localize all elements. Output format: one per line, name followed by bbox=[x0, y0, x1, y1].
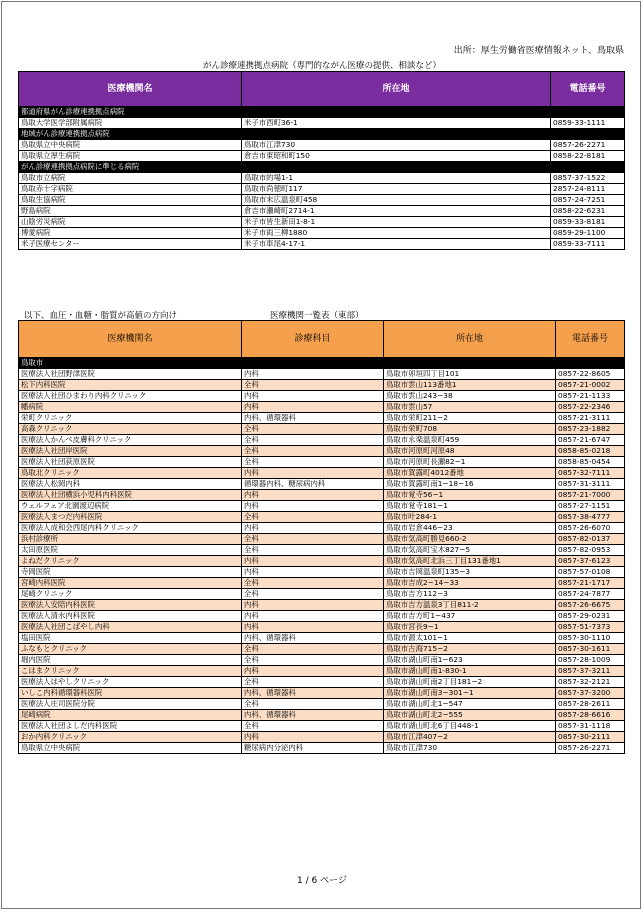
table-cell: 0857-51-7373 bbox=[556, 622, 625, 633]
table-cell: 0857-30-1110 bbox=[556, 633, 625, 644]
table-header-row bbox=[19, 72, 625, 107]
table-cell: 鳥取市湖山町南3−301−1 bbox=[384, 688, 556, 699]
table-cell: 内科 bbox=[242, 556, 384, 567]
table-cell: 鳥取市気高町勝見660-2 bbox=[384, 534, 556, 545]
table-cell: 鳥取市宮長9−1 bbox=[384, 622, 556, 633]
table-cell: 鳥取市湖山町北1−547 bbox=[384, 699, 556, 710]
section-row bbox=[19, 358, 625, 369]
table-cell: 鳥取市河原町河原48 bbox=[384, 446, 556, 457]
table-cell: 内科 bbox=[242, 391, 384, 402]
section-row bbox=[19, 107, 625, 118]
section-label: 鳥取市 bbox=[19, 358, 625, 369]
table-cell: 0857-31-3111 bbox=[556, 479, 625, 490]
table-row bbox=[19, 512, 625, 523]
table-cell: 鳥取市気高町宝木827−5 bbox=[384, 545, 556, 556]
table-cell: 鳥取市雲山243−38 bbox=[384, 391, 556, 402]
table-cell: 高森クリニック bbox=[19, 424, 242, 435]
table-cell: 鳥取市湖山町北6丁目448-1 bbox=[384, 721, 556, 732]
table-cell: 鳥取県立厚生病院 bbox=[19, 151, 242, 162]
table1-title: がん診療連携拠点病院（専門的ながん医療の提供、相談など） bbox=[202, 61, 441, 71]
table-cell: 鳥取市河原町長瀬82−1 bbox=[384, 457, 556, 468]
table-cell: 鳥取市賀露町南1−18−16 bbox=[384, 479, 556, 490]
table-cell: 0857-32-2121 bbox=[556, 677, 625, 688]
table-cell: 全科 bbox=[242, 512, 384, 523]
section-row bbox=[19, 129, 625, 140]
table-cell: 内科 bbox=[242, 468, 384, 479]
cancer-hospital-table bbox=[18, 71, 625, 250]
table-row bbox=[19, 228, 625, 239]
table-cell: 鳥取市吉方112−3 bbox=[384, 589, 556, 600]
table-row bbox=[19, 523, 625, 534]
table-cell: 宮崎内科医院 bbox=[19, 578, 242, 589]
table-cell: 0857-26-2271 bbox=[551, 140, 625, 151]
table-row bbox=[19, 589, 625, 600]
table-row bbox=[19, 413, 625, 424]
table-cell: 0857-21-1133 bbox=[556, 391, 625, 402]
table-cell: 浜村診療所 bbox=[19, 534, 242, 545]
table-cell: 全科 bbox=[242, 424, 384, 435]
table-cell: 内科 bbox=[242, 369, 384, 380]
page-number: 1 / 6 ページ bbox=[297, 876, 347, 886]
table-row bbox=[19, 556, 625, 567]
table-row bbox=[19, 206, 625, 217]
table-cell: 鳥取市江津730 bbox=[242, 140, 551, 151]
table-cell: 全科 bbox=[242, 578, 384, 589]
table-cell: 鳥取市栄町211−2 bbox=[384, 413, 556, 424]
table-cell: 鳥取市湖山町南2丁目181−2 bbox=[384, 677, 556, 688]
table-cell: 栄町クリニック bbox=[19, 413, 242, 424]
table-cell: 鳥取市覚寺181−1 bbox=[384, 501, 556, 512]
table-row bbox=[19, 446, 625, 457]
table-row bbox=[19, 369, 625, 380]
table-cell: 医療法人社団荻原医院 bbox=[19, 457, 242, 468]
table-cell: 鳥取市雲山113番地1 bbox=[384, 380, 556, 391]
table-cell: 寺岡医院 bbox=[19, 567, 242, 578]
table-cell: 内科 bbox=[242, 402, 384, 413]
section-row bbox=[19, 162, 625, 173]
table-row bbox=[19, 217, 625, 228]
table-cell: 鳥取市卯垣四丁目101 bbox=[384, 369, 556, 380]
table-cell: 鳥取市古海715−2 bbox=[384, 644, 556, 655]
table-row bbox=[19, 688, 625, 699]
table-cell: 全科 bbox=[242, 534, 384, 545]
table-row bbox=[19, 195, 625, 206]
column-header-phone: 電話番号 bbox=[551, 72, 625, 107]
table-cell: 内科 bbox=[242, 600, 384, 611]
column-header-phone: 電話番号 bbox=[556, 321, 625, 358]
table-cell: 医療法人社団岸医院 bbox=[19, 446, 242, 457]
table-cell: 0859-33-1111 bbox=[551, 118, 625, 129]
table-cell: 鳥取市覚寺56−1 bbox=[384, 490, 556, 501]
table-cell: よねだクリニック bbox=[19, 556, 242, 567]
table2-caption-left: 以下、血圧・血糖・脂質が高値の方向け bbox=[24, 311, 178, 321]
table-cell: 鳥取市末広温泉町458 bbox=[242, 195, 551, 206]
table-cell: 医療法人社団よしだ内科医院 bbox=[19, 721, 242, 732]
table-cell: 全科 bbox=[242, 677, 384, 688]
table-row bbox=[19, 655, 625, 666]
table-row bbox=[19, 567, 625, 578]
table-cell: 内科、循環器科 bbox=[242, 633, 384, 644]
table-cell: ウェルフェア北園渡辺病院 bbox=[19, 501, 242, 512]
table-cell: 鳥取北クリニック bbox=[19, 468, 242, 479]
table-cell: 0857-22-8605 bbox=[556, 369, 625, 380]
table-cell: 山陰労災病院 bbox=[19, 217, 242, 228]
table-cell: 米子市車尾4-17-1 bbox=[242, 239, 551, 250]
table-cell: 全科 bbox=[242, 446, 384, 457]
table-cell: 0857-21-6747 bbox=[556, 435, 625, 446]
table-cell: 0857-37-1522 bbox=[551, 173, 625, 184]
table-cell: 全科 bbox=[242, 435, 384, 446]
column-header-address: 所在地 bbox=[384, 321, 556, 358]
table-row bbox=[19, 402, 625, 413]
table-cell: 医療法人松岡内科 bbox=[19, 479, 242, 490]
table-row bbox=[19, 479, 625, 490]
table-cell: 尾崎クリニック bbox=[19, 589, 242, 600]
table-cell: 鳥取市源太101−1 bbox=[384, 633, 556, 644]
table-cell: 医療法人社団ひまわり内科クリニック bbox=[19, 391, 242, 402]
table-cell: 米子市両三柳1880 bbox=[242, 228, 551, 239]
table-cell: 内科 bbox=[242, 523, 384, 534]
table-cell: 鳥取市尚徳町117 bbox=[242, 184, 551, 195]
table-cell: 内科 bbox=[242, 567, 384, 578]
table-cell: 0857-27-1151 bbox=[556, 501, 625, 512]
table-cell: 鳥取赤十字病院 bbox=[19, 184, 242, 195]
table-cell: 内科 bbox=[242, 490, 384, 501]
table-row bbox=[19, 435, 625, 446]
table-cell: 0857-57-0108 bbox=[556, 567, 625, 578]
table-row bbox=[19, 666, 625, 677]
table-row bbox=[19, 424, 625, 435]
table2-caption-right: 医療機関一覧表（東部） bbox=[270, 311, 364, 321]
table-cell: 全科 bbox=[242, 589, 384, 600]
table-cell: 2857-24-8111 bbox=[551, 184, 625, 195]
table-cell: 0859-33-7111 bbox=[551, 239, 625, 250]
table-cell: 0857-38-4777 bbox=[556, 512, 625, 523]
table-cell: 0857-21-1717 bbox=[556, 578, 625, 589]
table-cell: いしこ内科循環器科医院 bbox=[19, 688, 242, 699]
table-row bbox=[19, 677, 625, 688]
table-cell: 鳥取市湖山町北2−555 bbox=[384, 710, 556, 721]
table-row bbox=[19, 184, 625, 195]
table-row bbox=[19, 534, 625, 545]
table-cell: 鳥取県立中央病院 bbox=[19, 743, 242, 754]
table-cell: 0857-21-0002 bbox=[556, 380, 625, 391]
table-row bbox=[19, 391, 625, 402]
table-row bbox=[19, 118, 625, 129]
table-cell: 鳥取市吉方温泉3丁目811-2 bbox=[384, 600, 556, 611]
table-cell: 倉吉市瀬崎町2714-1 bbox=[242, 206, 551, 217]
table-cell: 鳥取市吉岡温泉町135−3 bbox=[384, 567, 556, 578]
table-cell: 米子市西町36-1 bbox=[242, 118, 551, 129]
table-cell: 0857-26-2271 bbox=[556, 743, 625, 754]
table-cell: 米子市皆生新田1-8-1 bbox=[242, 217, 551, 228]
table-cell: 内科 bbox=[242, 611, 384, 622]
column-header-name: 医療機関名 bbox=[19, 72, 242, 107]
table-cell: 鳥取大学医学部附属病院 bbox=[19, 118, 242, 129]
table-cell: 野島病院 bbox=[19, 206, 242, 217]
table-row bbox=[19, 600, 625, 611]
table-cell: 鳥取市気高町北浜三丁目131番地1 bbox=[384, 556, 556, 567]
table-cell: 0858-22-8181 bbox=[551, 151, 625, 162]
table-cell: 鳥取市永楽温泉町459 bbox=[384, 435, 556, 446]
section-label: 地域がん診療連携拠点病院 bbox=[19, 129, 625, 140]
section-label: 都道府県がん診療連携拠点病院 bbox=[19, 107, 625, 118]
table-row bbox=[19, 151, 625, 162]
table-cell: 内科 bbox=[242, 666, 384, 677]
table-cell: 0857-22-2346 bbox=[556, 402, 625, 413]
table-row bbox=[19, 644, 625, 655]
table-cell: 全科 bbox=[242, 644, 384, 655]
table-cell: 医療法人社団野津医院 bbox=[19, 369, 242, 380]
column-header-name: 医療機関名 bbox=[19, 321, 242, 358]
table-cell: 医療法人清水内科医院 bbox=[19, 611, 242, 622]
table-cell: 内科、循環器科 bbox=[242, 413, 384, 424]
table-cell: 0859-33-8181 bbox=[551, 217, 625, 228]
table-cell: 鳥取市賀露町4012番地 bbox=[384, 468, 556, 479]
table-row bbox=[19, 140, 625, 151]
table-cell: 0857-30-2111 bbox=[556, 732, 625, 743]
table-cell: 鳥取市吉成2−14−33 bbox=[384, 578, 556, 589]
table-cell: 尾崎病院 bbox=[19, 710, 242, 721]
table-cell: 全科 bbox=[242, 655, 384, 666]
table-cell: 0858-85-0454 bbox=[556, 457, 625, 468]
table-cell: 全科 bbox=[242, 457, 384, 468]
table-cell: 全科 bbox=[242, 380, 384, 391]
table-cell: 鳥取市湖山町南1-830-1 bbox=[384, 666, 556, 677]
table-header-row bbox=[19, 321, 625, 358]
table-cell: 鳥取市立病院 bbox=[19, 173, 242, 184]
table-cell: 0858-22-6231 bbox=[551, 206, 625, 217]
table-cell: 0857-37-6123 bbox=[556, 556, 625, 567]
table-row bbox=[19, 721, 625, 732]
table-cell: 鳥取市栄町708 bbox=[384, 424, 556, 435]
column-header-department: 診療科目 bbox=[242, 321, 384, 358]
table-cell: 鳥取市湖山町南1−623 bbox=[384, 655, 556, 666]
table-row bbox=[19, 611, 625, 622]
table-cell: 鳥取市的場1-1 bbox=[242, 173, 551, 184]
table-cell: 0857-24-7877 bbox=[556, 589, 625, 600]
table-cell: 0857-24-7251 bbox=[551, 195, 625, 206]
table-cell: 0857-31-1118 bbox=[556, 721, 625, 732]
table-cell: 糖尿病内分泌内科 bbox=[242, 743, 384, 754]
table-cell: 全科 bbox=[242, 545, 384, 556]
table-cell: 医療法人社団こばやし内科 bbox=[19, 622, 242, 633]
table-cell: 0859-29-1100 bbox=[551, 228, 625, 239]
table-cell: 0857-82-0953 bbox=[556, 545, 625, 556]
table-row bbox=[19, 380, 625, 391]
table-cell: 鳥取市江津407−2 bbox=[384, 732, 556, 743]
table-row bbox=[19, 239, 625, 250]
table-cell: 太田原医院 bbox=[19, 545, 242, 556]
table-cell: 内科 bbox=[242, 501, 384, 512]
table-cell: 医療法人社団横浜小児科内科医院 bbox=[19, 490, 242, 501]
table-row bbox=[19, 732, 625, 743]
column-header-address: 所在地 bbox=[242, 72, 551, 107]
table-cell: 幡病院 bbox=[19, 402, 242, 413]
table-row bbox=[19, 173, 625, 184]
table-cell: 内科、循環器科 bbox=[242, 688, 384, 699]
table-cell: こはまクリニック bbox=[19, 666, 242, 677]
table-cell: 鳥取市岩倉446−23 bbox=[384, 523, 556, 534]
table-cell: 0857-29-0231 bbox=[556, 611, 625, 622]
table-cell: 0857-21-7000 bbox=[556, 490, 625, 501]
table-row bbox=[19, 578, 625, 589]
table-cell: 0857-26-6675 bbox=[556, 600, 625, 611]
table-row bbox=[19, 501, 625, 512]
table-cell: 0857-82-0137 bbox=[556, 534, 625, 545]
table-cell: 0857-26-6070 bbox=[556, 523, 625, 534]
table-cell: 医療法人はやしクリニック bbox=[19, 677, 242, 688]
table-cell: 0858-85-0218 bbox=[556, 446, 625, 457]
table-cell: 鳥取市雲山57 bbox=[384, 402, 556, 413]
table-row bbox=[19, 457, 625, 468]
table-cell: 医療法人まつだ内科医院 bbox=[19, 512, 242, 523]
table-row bbox=[19, 622, 625, 633]
table-cell: 鳥取生協病院 bbox=[19, 195, 242, 206]
table-cell: 鳥取市吉方町1−437 bbox=[384, 611, 556, 622]
table-cell: 0857-21-3111 bbox=[556, 413, 625, 424]
table-row bbox=[19, 545, 625, 556]
table-row bbox=[19, 710, 625, 721]
table-cell: 松下内科医院 bbox=[19, 380, 242, 391]
table-cell: 堀内医院 bbox=[19, 655, 242, 666]
table-cell: 循環器内科、糖尿病内科 bbox=[242, 479, 384, 490]
table-cell: 医療法人成和会西尾内科クリニック bbox=[19, 523, 242, 534]
table-row bbox=[19, 699, 625, 710]
table-cell: 0857-28-2611 bbox=[556, 699, 625, 710]
source-note: 出所：厚生労働省医療情報ネット、鳥取県 bbox=[453, 46, 624, 56]
table-cell: 0857-32-7111 bbox=[556, 468, 625, 479]
table-cell: 内科 bbox=[242, 732, 384, 743]
table-cell: 0857-28-1009 bbox=[556, 655, 625, 666]
table-cell: おか内科クリニック bbox=[19, 732, 242, 743]
section-label: がん診療連携拠点病院に準じる病院 bbox=[19, 162, 625, 173]
table-cell: 塩田医院 bbox=[19, 633, 242, 644]
table-cell: 鳥取市叶284-1 bbox=[384, 512, 556, 523]
table-cell: ふなもとクリニック bbox=[19, 644, 242, 655]
table-cell: 鳥取市江津730 bbox=[384, 743, 556, 754]
table-cell: 医療法人かんべ皮膚科クリニック bbox=[19, 435, 242, 446]
table-row bbox=[19, 490, 625, 501]
clinic-table bbox=[18, 320, 625, 754]
table-cell: 医療法人安陪内科医院 bbox=[19, 600, 242, 611]
table-cell: 全科 bbox=[242, 721, 384, 732]
table-cell: 内科、循環器科 bbox=[242, 710, 384, 721]
table-row bbox=[19, 633, 625, 644]
table-cell: 0857-37-3211 bbox=[556, 666, 625, 677]
table-cell: 鳥取県立中央病院 bbox=[19, 140, 242, 151]
table-cell: 医療法人庄司医院分院 bbox=[19, 699, 242, 710]
table-cell: 全科 bbox=[242, 699, 384, 710]
table-cell: 0857-23-1882 bbox=[556, 424, 625, 435]
table-row bbox=[19, 743, 625, 754]
table-cell: 米子医療センター bbox=[19, 239, 242, 250]
table-row bbox=[19, 468, 625, 479]
table-cell: 内科 bbox=[242, 622, 384, 633]
table-cell: 倉吉市東昭和町150 bbox=[242, 151, 551, 162]
table-cell: 0857-30-1611 bbox=[556, 644, 625, 655]
table-cell: 0857-37-3200 bbox=[556, 688, 625, 699]
table-cell: 博愛病院 bbox=[19, 228, 242, 239]
table-cell: 0857-28-6616 bbox=[556, 710, 625, 721]
